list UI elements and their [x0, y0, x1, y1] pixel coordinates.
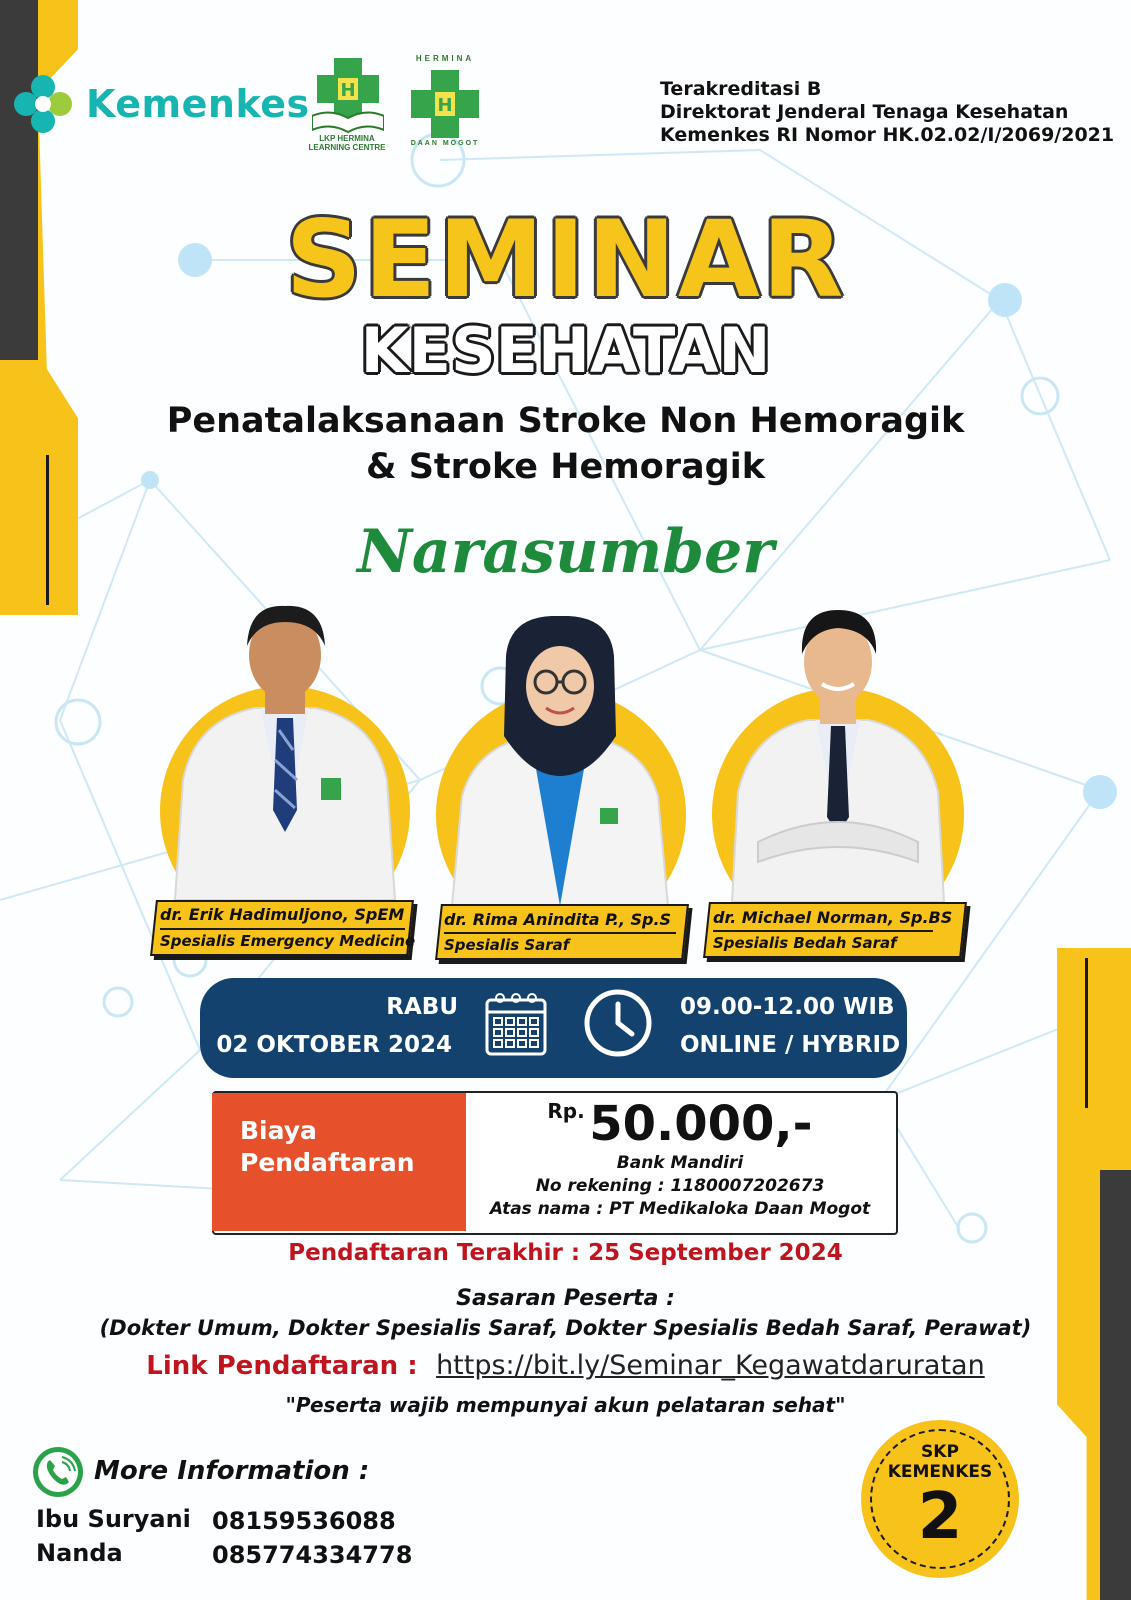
fee-details [466, 1094, 894, 1230]
speaker-2-photo [440, 616, 680, 906]
accreditation-block [660, 78, 1120, 147]
accreditation-line: Kemenkes RI Nomor HK.02.02/I/2069/2021 [660, 124, 1115, 146]
lkp-caption: LKP HERMINA LEARNING CENTRE [308, 134, 386, 152]
svg-text:H: H [437, 95, 453, 116]
clock-icon [583, 988, 653, 1058]
skp-label-2: KEMENKES [887, 1462, 993, 1482]
kemenkes-logo [12, 70, 310, 140]
accreditation-line: Terakreditasi B [660, 78, 822, 100]
hermina-caption-bottom: DAAN MOGOT [410, 140, 480, 147]
registration-deadline: Pendaftaran Terakhir : 25 September 2024 [288, 1240, 843, 1266]
fee-label-line-2: Pendaftaran [240, 1148, 415, 1177]
schedule-bar [200, 978, 907, 1078]
speaker-1-name: dr. Erik Hadimuljono, SpEM [160, 905, 405, 924]
accreditation-line: Direktorat Jenderal Tenaga Kesehatan [660, 101, 1069, 123]
fee-label-line-1: Biaya [240, 1116, 317, 1145]
target-list: (Dokter Umum, Dokter Spesialis Saraf, Dokter Spesialis Bedah Saraf, Perawat) [99, 1316, 1032, 1340]
kemenkes-logo-text: Kemenkes [86, 82, 310, 126]
contact-heading: More Information : [94, 1456, 370, 1486]
speaker-2-role: Spesialis Saraf [444, 936, 570, 954]
title-kesehatan: KESEHATAN [360, 314, 771, 387]
contact-phone[interactable]: 085774334778 [212, 1541, 413, 1569]
contact-name: Nanda [36, 1539, 123, 1567]
skp-badge-text [861, 1442, 1019, 1552]
hermina-caption-top: HERMINA [415, 54, 475, 63]
fee-account-number: No rekening : 1180007202673 [535, 1176, 825, 1196]
speaker-3-name: dr. Michael Norman, Sp.BS [713, 908, 953, 927]
hermina-logo-icon [411, 70, 479, 138]
target-heading: Sasaran Peserta : [456, 1286, 675, 1311]
fee-amount: 50.000,- [589, 1096, 813, 1152]
contact-phone[interactable]: 08159536088 [212, 1507, 396, 1535]
contact-phones [212, 1504, 412, 1572]
phone-icon [32, 1446, 84, 1498]
fee-currency: Rp. [547, 1099, 585, 1123]
speaker-1-divider [160, 928, 405, 930]
lkp-hermina-logo [302, 58, 392, 153]
schedule-mode: ONLINE / HYBRID [680, 1032, 901, 1058]
seminar-topic [60, 398, 1071, 490]
title-seminar: SEMINAR [285, 198, 846, 321]
speaker-1-photo [165, 600, 405, 900]
right-line [1085, 958, 1088, 1108]
skp-label-1: SKP [921, 1442, 959, 1462]
hermina-logo [405, 52, 485, 152]
calendar-icon [484, 990, 548, 1058]
registration-link[interactable]: https://bit.ly/Seminar_Kegawatdaruratan [436, 1350, 985, 1381]
schedule-time: 09.00-12.00 WIB [680, 994, 895, 1020]
lkp-hermina-logo-icon [312, 58, 384, 134]
topic-line-2: & Stroke Hemoragik [366, 447, 765, 487]
registration-row [0, 1350, 1131, 1381]
registration-label: Link Pendaftaran : [146, 1351, 418, 1381]
speaker-2-divider [444, 932, 676, 934]
speaker-2-name: dr. Rima Anindita P., Sp.S [444, 910, 672, 929]
fee-bank: Bank Mandiri [616, 1153, 744, 1173]
speaker-3-photo [718, 602, 958, 902]
registration-note: "Peserta wajib mempunyai akun pelataran sehat" [285, 1393, 846, 1417]
right-dark-bar [1100, 1170, 1131, 1600]
svg-text:H: H [340, 80, 356, 101]
skp-value: 2 [917, 1480, 963, 1554]
speakers-heading: Narasumber [357, 517, 774, 587]
topic-line-1: Penatalaksanaan Stroke Non Hemoragik [166, 401, 965, 441]
contact-names [36, 1502, 191, 1570]
speaker-3-role: Spesialis Bedah Saraf [713, 934, 897, 952]
speaker-3-divider [713, 930, 933, 932]
speaker-1-role: Spesialis Emergency Medicine [160, 932, 416, 950]
schedule-date: 02 OKTOBER 2024 [216, 1032, 452, 1058]
fee-label [240, 1115, 415, 1179]
kemenkes-logo-icon [12, 73, 74, 135]
schedule-day: RABU [386, 994, 458, 1020]
fee-account-name: Atas nama : PT Medikaloka Daan Mogot [489, 1199, 871, 1219]
contact-name: Ibu Suryani [36, 1505, 191, 1533]
fee-amount-row [466, 1096, 894, 1152]
